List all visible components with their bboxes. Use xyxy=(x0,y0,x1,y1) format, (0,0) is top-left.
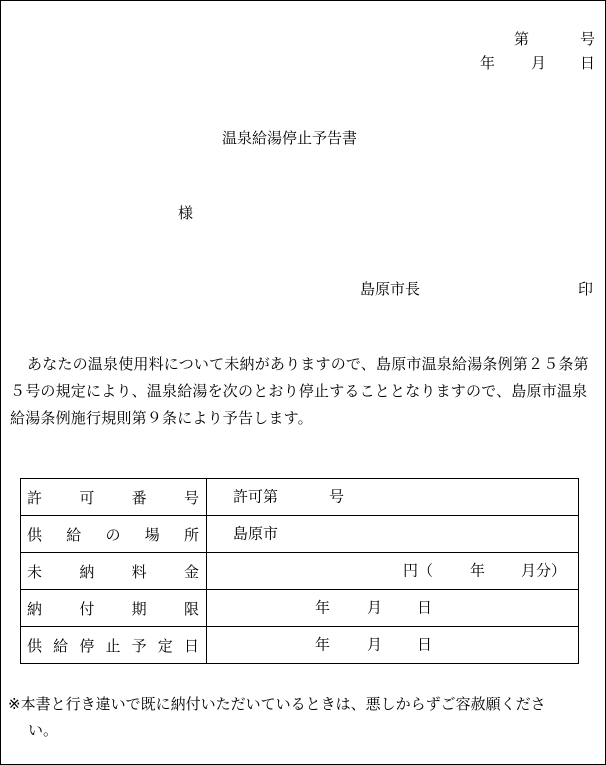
value-payment-deadline xyxy=(207,590,579,627)
deadline-month: 月 xyxy=(367,598,383,617)
date-day: 日 xyxy=(580,54,596,72)
table-row xyxy=(21,590,579,627)
notice-body: あなたの温泉使用料について未納がありますので、島原市温泉給湯条例第２５条第５号の規定により、温泉給湯を次のとおり停止することとなりますので、島原市温泉給湯条例施行規則第９条により予告します。 xyxy=(10,355,589,427)
permit-suffix: 号 xyxy=(329,487,345,506)
seal-mark: 印 xyxy=(578,280,594,298)
footnote xyxy=(8,691,598,743)
issuer-name: 島原市長 xyxy=(360,280,421,298)
table-row xyxy=(21,627,579,664)
number-suffix: 号 xyxy=(580,30,596,48)
stop-day: 日 xyxy=(417,635,433,654)
place-city: 島原市 xyxy=(233,524,279,543)
fee-month: 月分） xyxy=(521,561,567,580)
stop-year: 年 xyxy=(315,635,331,654)
value-stop-date xyxy=(207,627,579,664)
table-row xyxy=(21,553,579,590)
fee-yen: 円（ xyxy=(403,561,434,580)
date-month: 月 xyxy=(531,54,547,72)
table-row xyxy=(21,479,579,516)
fee-year: 年 xyxy=(470,561,486,580)
deadline-year: 年 xyxy=(315,598,331,617)
label-permit-number: 許 可 番 号 xyxy=(21,479,207,516)
value-permit-number xyxy=(207,479,579,516)
addressee-suffix: 様 xyxy=(178,204,194,222)
label-unpaid-fee: 未 納 料 金 xyxy=(21,553,207,590)
footnote-line-1: ※本書と行き違いで既に納付いただいているときは、悪しからずご容赦願くださ xyxy=(8,695,546,713)
permit-prefix: 許可第 xyxy=(233,487,279,506)
deadline-day: 日 xyxy=(417,598,433,617)
label-payment-deadline: 納 付 期 限 xyxy=(21,590,207,627)
label-stop-date: 供 給 停 止 予 定 日 xyxy=(21,627,207,664)
document-title: 温泉給湯停止予告書 xyxy=(222,129,358,147)
notice-table xyxy=(20,478,579,664)
stop-month: 月 xyxy=(367,635,383,654)
date-year: 年 xyxy=(480,54,496,72)
label-supply-place: 供 給 の 場 所 xyxy=(21,516,207,553)
table-row xyxy=(21,516,579,553)
value-unpaid-fee xyxy=(207,553,579,590)
value-supply-place xyxy=(207,516,579,553)
number-prefix: 第 xyxy=(514,30,530,48)
footnote-line-2: い。 xyxy=(28,721,59,739)
